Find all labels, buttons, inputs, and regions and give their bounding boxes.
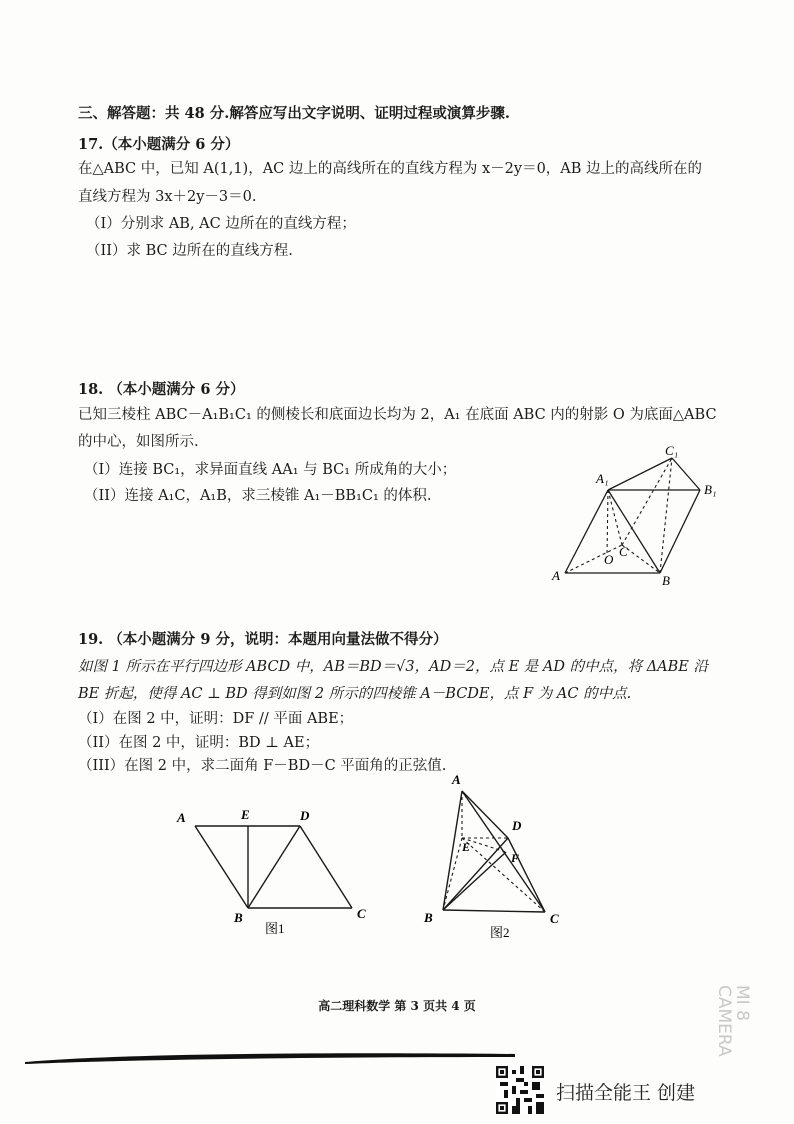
q17-heading: 17.（本小题满分 6 分）	[78, 136, 240, 153]
q17-part1: （I）分别求 AB, AC 边所在的直线方程；	[86, 216, 356, 232]
fig2-label-F: F	[511, 851, 520, 865]
fig2-label-B: B	[424, 910, 433, 925]
fig1-label-A: A	[177, 810, 186, 825]
q18-part1: （I）连接 BC₁，求异面直线 AA₁ 与 BC₁ 所成角的大小；	[84, 462, 457, 478]
q18-label-C1: C₁	[665, 443, 679, 458]
q17-stem-line1: 在△ABC 中，已知 A(1,1)，AC 边上的高线所在的直线方程为 x－2y＝0，AB 边上的高线所在的	[78, 161, 703, 177]
qr-code-icon	[496, 1066, 544, 1114]
scan-edge-shadow	[0, 1048, 520, 1068]
q18-stem-line2: 的中心，如图所示.	[78, 434, 199, 450]
fig1-label-B: B	[234, 910, 243, 925]
q19-part1: （I）在图 2 中，证明：DF // 平面 ABE；	[78, 711, 354, 727]
fig2-label-A: A	[452, 772, 461, 787]
camera-watermark	[714, 985, 782, 1065]
section-title: 三、解答题：共 48 分.解答应写出文字说明、证明过程或演算步骤.	[78, 105, 510, 122]
q18-label-A: A	[552, 568, 560, 583]
fig1-label-D: D	[300, 808, 310, 823]
camera-model-text: MI 8	[732, 985, 752, 1021]
fig2-label-C: C	[550, 911, 559, 926]
q17-stem-line2: 直线方程为 3x＋2y－3＝0.	[78, 189, 257, 205]
page-footer: 高二理科数学 第 3 页共 4 页	[318, 999, 476, 1013]
fig1-label-E: E	[241, 807, 250, 822]
camera-label-text: CAMERA	[714, 985, 734, 1057]
scanner-watermark: 扫描全能王 创建	[556, 1082, 696, 1104]
q18-prism-figure	[540, 436, 740, 592]
fig1-label-C: C	[357, 906, 366, 921]
q18-label-A1: A₁	[596, 471, 609, 486]
q19-figure2	[420, 770, 570, 945]
q19-part3: （III）在图 2 中，求二面角 F－BD－C 平面角的正弦值.	[78, 758, 447, 774]
q18-stem-line1: 已知三棱柱 ABC－A₁B₁C₁ 的侧棱长和底面边长均为 2，A₁ 在底面 ABC 内的射影 O 为底面△ABC	[78, 407, 717, 423]
q19-part2: （II）在图 2 中，证明：BD ⊥ AE；	[78, 735, 320, 751]
fig2-label-D: D	[512, 818, 522, 833]
q18-label-B: B	[662, 573, 670, 588]
q19-heading: 19. （本小题满分 9 分，说明：本题用向量法做不得分）	[78, 631, 448, 648]
q19-stem-line2: BE 折起，使得 AC ⊥ BD 得到如图 2 所示的四棱锥 A－BCDE，点 F 为 AC 的中点.	[78, 686, 632, 702]
q17-part2: （II）求 BC 边所在的直线方程.	[86, 243, 293, 259]
q18-heading: 18. （本小题满分 6 分）	[78, 381, 245, 398]
fig2-caption: 图2	[490, 925, 510, 940]
q19-figure1	[170, 800, 380, 945]
q18-label-O: O	[604, 552, 614, 567]
q18-part2: （II）连接 A₁C，A₁B，求三棱锥 A₁－BB₁C₁ 的体积.	[84, 488, 432, 504]
fig1-caption: 图1	[265, 921, 285, 936]
q19-stem-line1: 如图 1 所示在平行四边形 ABCD 中，AB＝BD＝√3，AD＝2，点 E 是 AD 的中点，将 ΔABE 沿	[78, 659, 708, 675]
q18-label-B1: B₁	[704, 482, 717, 497]
fig2-label-E: E	[462, 840, 471, 854]
q18-label-C: C	[619, 544, 628, 559]
